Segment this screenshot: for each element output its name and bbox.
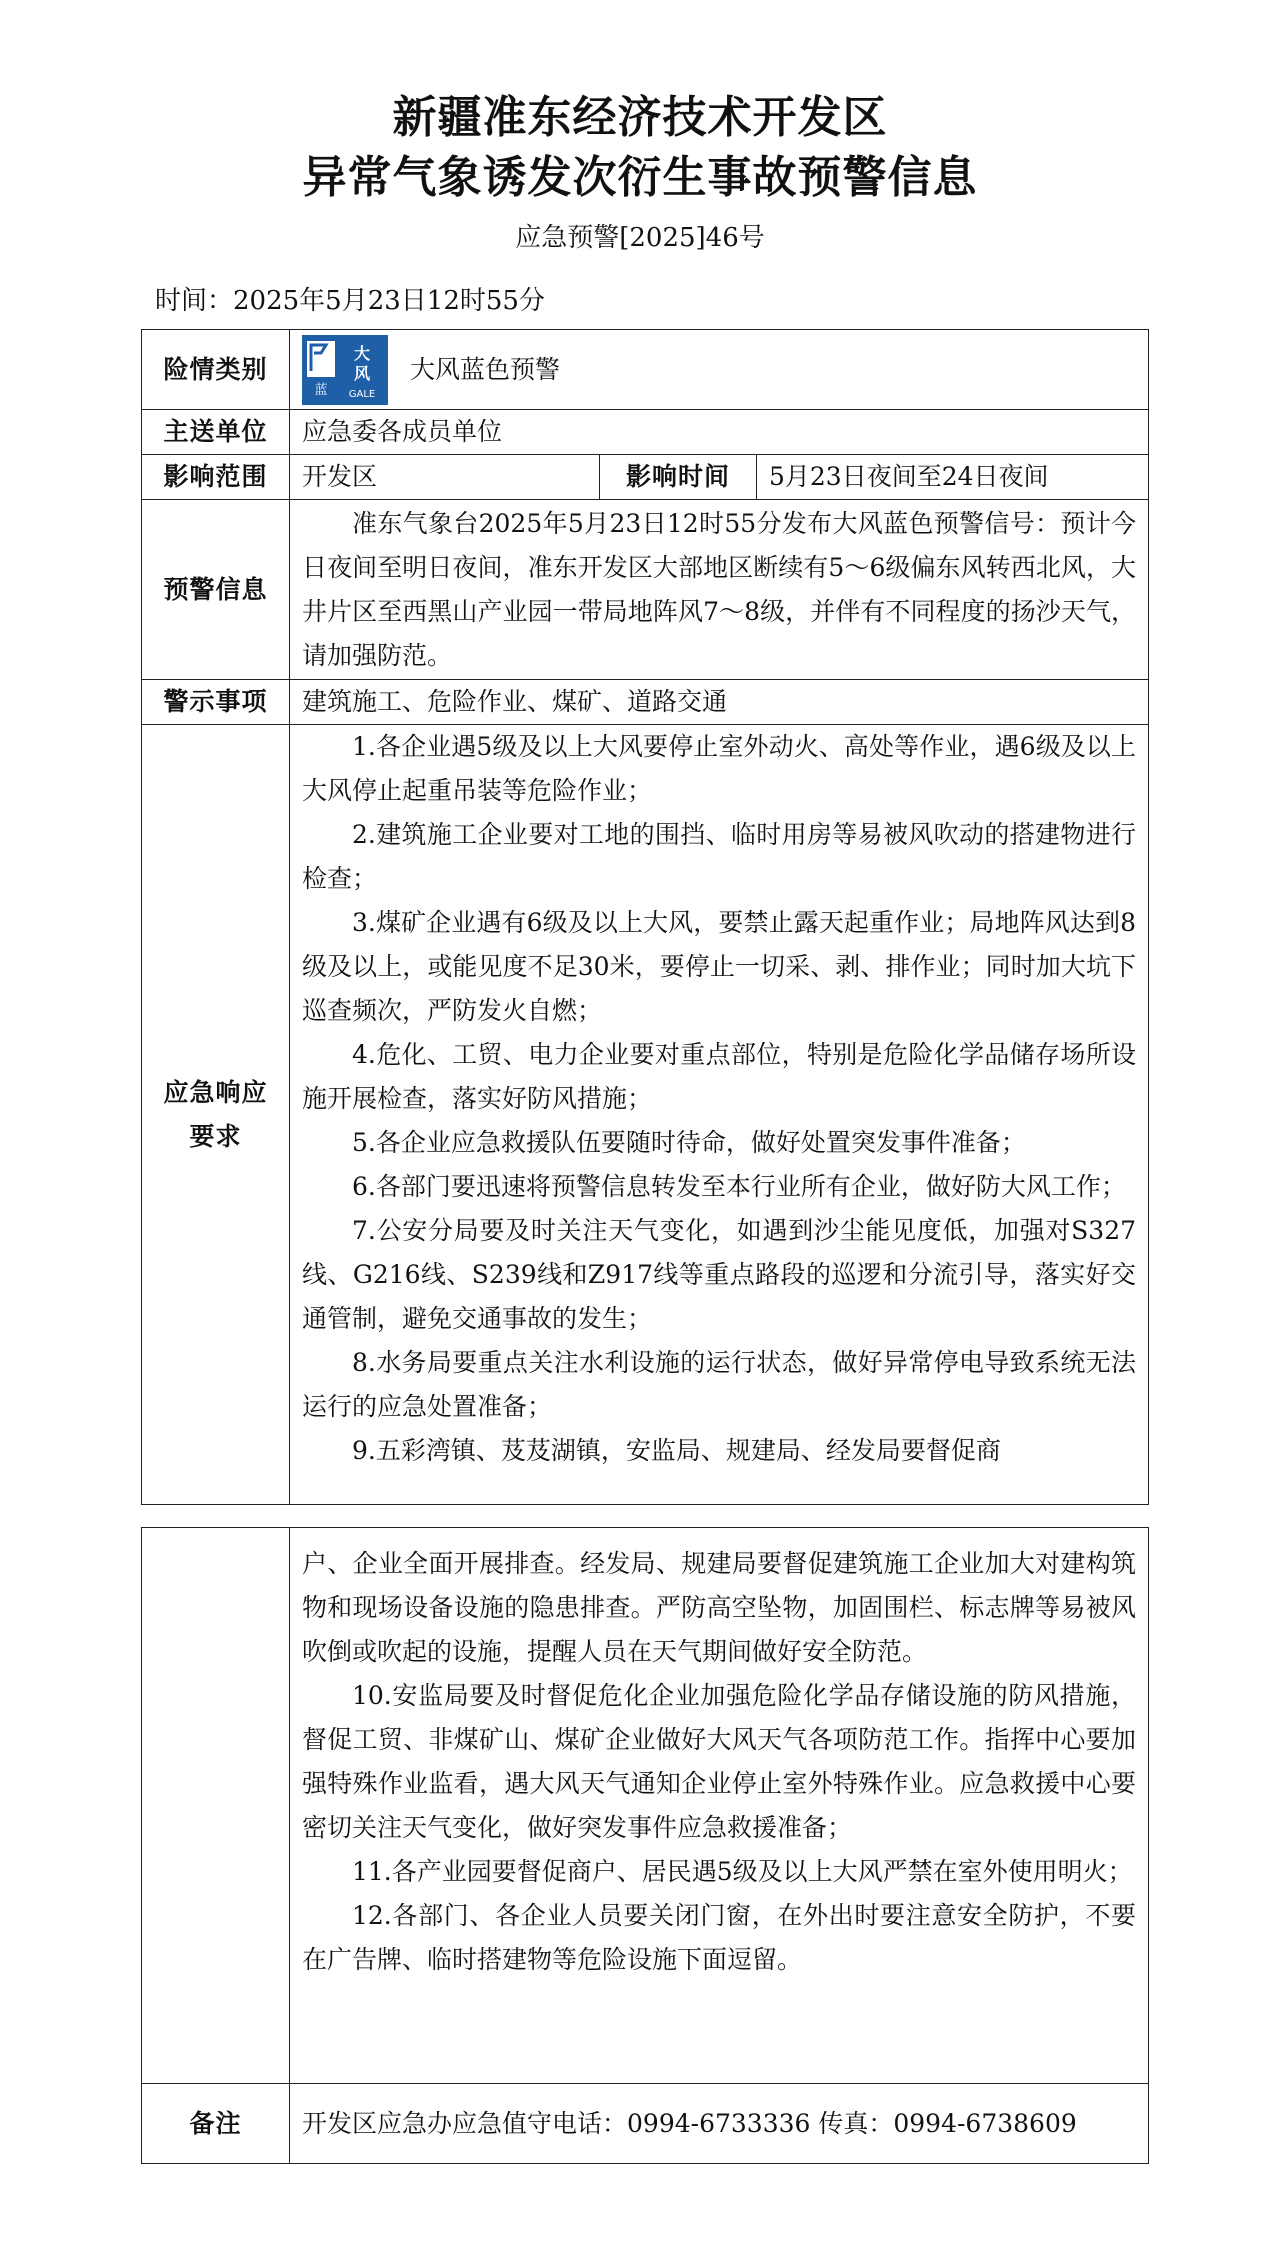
period-value: 5月23日夜间至24日夜间 bbox=[757, 455, 1149, 500]
response-label-continued-empty bbox=[142, 1528, 290, 2084]
row-recipients bbox=[142, 410, 1149, 455]
requirement-item: 7.公安分局要及时关注天气变化，如遇到沙尘能见度低，加强对S327线、G216线、S239线和Z917线等重点路段的巡逻和分流引导，落实好交通管制，避免交通事故的发生； bbox=[302, 1216, 1137, 1333]
document-title-line-1: 新疆准东经济技术开发区 bbox=[392, 92, 888, 143]
period-label: 影响时间 bbox=[600, 455, 757, 500]
requirement-item: 10.安监局要及时督促危化企业加强危险化学品存储设施的防风措施，督促工贸、非煤矿山、煤矿企业做好大风天气各项防范工作。指挥中心要加强特殊作业监看，遇大风天气通知企业停止室外特殊作业。应急救援中心要密切关注天气变化，做好突发事件应急救援准备； bbox=[302, 1681, 1136, 1842]
row-caution-items bbox=[142, 680, 1149, 725]
row-warning-info bbox=[142, 500, 1149, 680]
hazard-type-cell bbox=[290, 330, 1149, 410]
response-requirements-cell-continued bbox=[290, 1528, 1149, 2084]
requirement-item: 2.建筑施工企业要对工地的围挡、临时用房等易被风吹动的搭建物进行检查； bbox=[302, 820, 1137, 893]
warning-info-table-continued bbox=[141, 1527, 1149, 2164]
requirement-item: 1.各企业遇5级及以上大风要停止室外动火、高处等作业，遇6级及以上大风停止起重吊装等危险作业； bbox=[302, 732, 1137, 805]
caution-label: 警示事项 bbox=[142, 680, 290, 725]
warning-info-text: 准东气象台2025年5月23日12时55分发布大风蓝色预警信号：预计今日夜间至明日夜间，准东开发区大部地区断续有5～6级偏东风转西北风，大井片区至西黑山产业园一带局地阵风7～8级，并伴有不同程度的扬沙天气，请加强防范。 bbox=[302, 508, 1137, 670]
hazard-type-value: 大风蓝色预警 bbox=[410, 354, 561, 384]
document-number: 应急预警[2025]46号 bbox=[515, 223, 765, 253]
requirement-item: 5.各企业应急救援队伍要随时待命，做好处置突发事件准备； bbox=[352, 1128, 1026, 1157]
warning-info-cell bbox=[290, 500, 1149, 680]
svg-text:蓝: 蓝 bbox=[314, 382, 328, 398]
requirement-item: 3.煤矿企业遇有6级及以上大风，要禁止露天起重作业；局地阵风达到8级及以上，或能见度不足30米，要停止一切采、剥、排作业；同时加大坑下巡查频次，严防发火自燃； bbox=[302, 908, 1137, 1025]
row-response-requirements bbox=[142, 725, 1149, 1505]
scope-label: 影响范围 bbox=[142, 455, 290, 500]
notes-value: 开发区应急办应急值守电话：0994-6733336 传真：0994-6738609 bbox=[290, 2084, 1149, 2164]
requirement-item: 9.五彩湾镇、芨芨湖镇，安监局、规建局、经发局要督促商 bbox=[352, 1436, 1001, 1465]
response-label: 应急响应 要求 bbox=[142, 725, 290, 1505]
title-block bbox=[0, 88, 1280, 256]
warning-info-table bbox=[141, 329, 1149, 1505]
row-notes bbox=[142, 2084, 1149, 2164]
recipients-label: 主送单位 bbox=[142, 410, 290, 455]
requirement-item: 12.各部门、各企业人员要关闭门窗，在外出时要注意安全防护，不要在广告牌、临时搭建物等危险设施下面逗留。 bbox=[302, 1901, 1136, 1974]
caution-value: 建筑施工、危险作业、煤矿、道路交通 bbox=[290, 680, 1149, 725]
scope-value: 开发区 bbox=[290, 455, 600, 500]
row-response-requirements-continued bbox=[142, 1528, 1149, 2084]
requirement-item-continued: 户、企业全面开展排查。经发局、规建局要督促建筑施工企业加大对建构筑物和现场设备设施的隐患排查。严防高空坠物，加固围栏、标志牌等易被风吹倒或吹起的设施，提醒人员在天气期间做好安全防范。 bbox=[302, 1549, 1136, 1666]
svg-text:风: 风 bbox=[353, 363, 371, 383]
hazard-type-label: 险情类别 bbox=[142, 330, 290, 410]
document-title-line-2: 异常气象诱发次衍生事故预警信息 bbox=[302, 152, 978, 203]
row-hazard-type bbox=[142, 330, 1149, 410]
warning-info-label: 预警信息 bbox=[142, 500, 290, 680]
requirement-item: 4.危化、工贸、电力企业要对重点部位，特别是危险化学品储存场所设施开展检查，落实好防风措施； bbox=[302, 1040, 1137, 1113]
row-scope-period bbox=[142, 455, 1149, 500]
svg-text:大: 大 bbox=[353, 343, 371, 363]
recipients-value: 应急委各成员单位 bbox=[290, 410, 1149, 455]
requirement-item: 11.各产业园要督促商户、居民遇5级及以上大风严禁在室外使用明火； bbox=[352, 1857, 1133, 1886]
issue-time: 时间：2025年5月23日12时55分 bbox=[155, 286, 545, 316]
requirement-item: 8.水务局要重点关注水利设施的运行状态，做好异常停电导致系统无法运行的应急处置准备； bbox=[302, 1348, 1137, 1421]
gale-blue-warning-icon bbox=[302, 335, 388, 405]
svg-text:GALE: GALE bbox=[348, 388, 376, 400]
requirement-item: 6.各部门要迅速将预警信息转发至本行业所有企业，做好防大风工作； bbox=[352, 1172, 1126, 1201]
response-requirements-cell bbox=[290, 725, 1149, 1505]
notes-label: 备注 bbox=[142, 2084, 290, 2164]
